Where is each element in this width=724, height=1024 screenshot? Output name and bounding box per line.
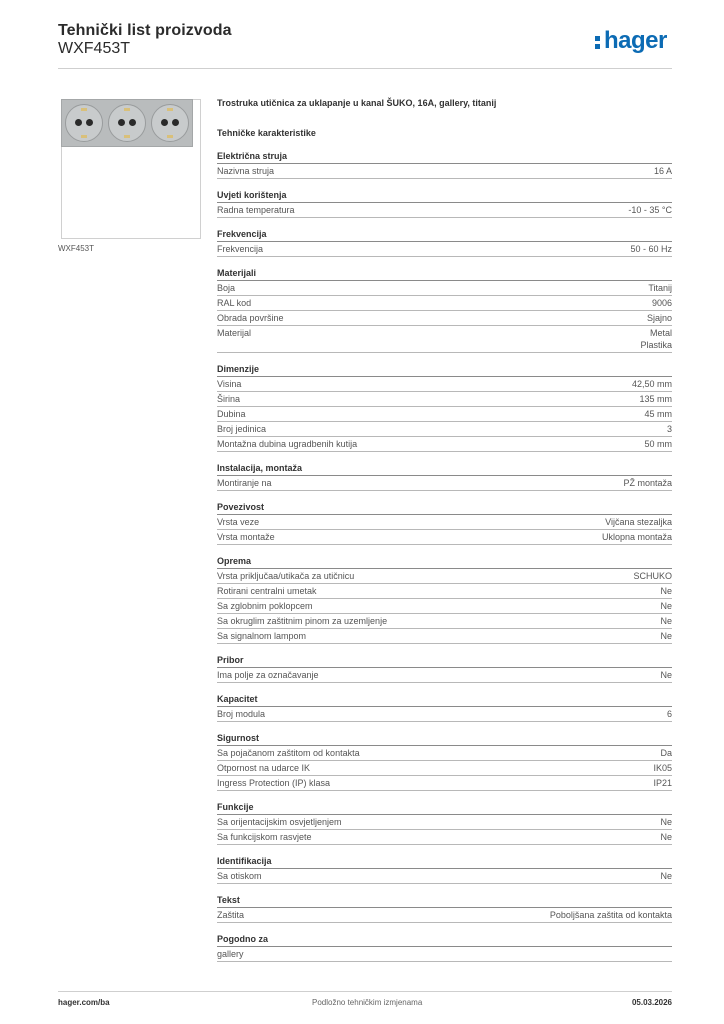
spec-value (660, 630, 672, 642)
spec-value-line: 50 mm (644, 439, 672, 449)
section-title: Električna struja (217, 149, 672, 164)
spec-row (217, 164, 672, 179)
spec-row (217, 392, 672, 407)
spec-label: Sa funkcijskom rasvjete (217, 832, 312, 842)
spec-value (660, 816, 672, 828)
spec-label: gallery (217, 949, 244, 959)
spec-label: Vrsta montaže (217, 532, 275, 542)
section-title: Povezivost (217, 500, 672, 515)
spec-row (217, 437, 672, 452)
spec-value (660, 747, 672, 759)
spec-value-line: Ne (660, 601, 672, 611)
spec-value (660, 669, 672, 681)
spec-value (644, 408, 672, 420)
spec-value-line: Ne (660, 832, 672, 842)
page-title: Tehnički list proizvoda (58, 22, 232, 39)
spec-label: Ima polje za označavanje (217, 670, 319, 680)
section-title: Oprema (217, 554, 672, 569)
spec-row (217, 530, 672, 545)
spec-label: Sa otiskom (217, 871, 262, 881)
spec-label: Montažna dubina ugradbenih kutija (217, 439, 358, 449)
spec-row (217, 311, 672, 326)
section-title: Materijali (217, 266, 672, 281)
footer-notice: Podložno tehničkim izmjenama (312, 998, 423, 1007)
spec-value (660, 870, 672, 882)
spec-label: Sa zglobnim poklopcem (217, 601, 313, 611)
spec-value (667, 708, 672, 720)
spec-row (217, 815, 672, 830)
spec-value (633, 570, 672, 582)
spec-row (217, 515, 672, 530)
hager-logo[interactable] (594, 28, 667, 54)
section-title: Pogodno za (217, 932, 672, 947)
spec-value-line: 50 - 60 Hz (630, 244, 672, 254)
product-description: Trostruka utičnica za uklapanje u kanal ŠUKO, 16A, gallery, titanij (217, 98, 497, 108)
logo-text: hager (604, 27, 667, 54)
spec-label: Sa pojačanom zaštitom od kontakta (217, 748, 360, 758)
spec-value (660, 585, 672, 597)
spec-value (667, 423, 672, 435)
spec-value-line: 135 mm (639, 394, 672, 404)
spec-row (217, 377, 672, 392)
spec-value-line: PŽ montaža (623, 478, 672, 488)
spec-value (550, 909, 672, 921)
spec-value (660, 600, 672, 612)
spec-label: Montiranje na (217, 478, 272, 488)
spec-value-line: Ne (660, 616, 672, 626)
section-title: Funkcije (217, 800, 672, 815)
socket-icon (65, 104, 103, 142)
spec-value-line: Sjajno (646, 313, 672, 323)
spec-value-line: 9006 (651, 298, 672, 308)
spec-value-line: Ne (660, 631, 672, 641)
spec-row (217, 242, 672, 257)
section-title: Uvjeti korištenja (217, 188, 672, 203)
spec-value-line: Ne (660, 817, 672, 827)
spec-row (217, 203, 672, 218)
spec-row (217, 908, 672, 923)
spec-value (653, 777, 672, 789)
spec-value-line: 42,50 mm (631, 379, 672, 389)
spec-value-line: Uklopna montaža (601, 532, 672, 542)
spec-row (217, 407, 672, 422)
section-title: Sigurnost (217, 731, 672, 746)
spec-row (217, 869, 672, 884)
spec-row (217, 614, 672, 629)
spec-label: Otpornost na udarce IK (217, 763, 311, 773)
spec-label: Nazivna struja (217, 166, 275, 176)
spec-label: Obrada površine (217, 313, 284, 323)
header-divider (58, 68, 672, 69)
spec-label: Rotirani centralni umetak (217, 586, 317, 596)
spec-row (217, 599, 672, 614)
spec-label: Ingress Protection (IP) klasa (217, 778, 331, 788)
spec-value (660, 831, 672, 843)
spec-value (628, 204, 672, 216)
spec-row (217, 476, 672, 491)
spec-value-line: -10 - 35 °C (628, 205, 672, 215)
image-caption: WXF453T (58, 244, 95, 253)
spec-row (217, 947, 672, 962)
spec-value-line: Titanij (648, 283, 672, 293)
section-title: Tekst (217, 893, 672, 908)
footer-website[interactable]: hager.com/ba (58, 998, 110, 1007)
section-title: Dimenzije (217, 362, 672, 377)
spec-sections (217, 149, 672, 962)
spec-row (217, 830, 672, 845)
spec-row (217, 422, 672, 437)
spec-sheet (217, 96, 672, 962)
spec-value (630, 243, 672, 255)
spec-value-line: Ne (660, 871, 672, 881)
spec-value-line: IP21 (653, 778, 672, 788)
section-title: Frekvencija (217, 227, 672, 242)
spec-value (640, 327, 672, 351)
spec-label: Broj jedinica (217, 424, 267, 434)
section-title: Identifikacija (217, 854, 672, 869)
spec-value (644, 438, 672, 450)
spec-value-line: Vijčana stezaljka (605, 517, 672, 527)
spec-value-line: Ne (660, 586, 672, 596)
spec-label: Širina (217, 394, 241, 404)
spec-row (217, 746, 672, 761)
spec-value-line: SCHUKO (633, 571, 672, 581)
spec-value (648, 282, 672, 294)
spec-label: Vrsta priključaa/utikača za utičnicu (217, 571, 355, 581)
spec-label: Broj modula (217, 709, 266, 719)
spec-row (217, 707, 672, 722)
spec-row (217, 668, 672, 683)
spec-row (217, 776, 672, 791)
spec-row (217, 761, 672, 776)
spec-value-line: 3 (666, 424, 672, 434)
spec-row (217, 569, 672, 584)
spec-value (660, 615, 672, 627)
spec-value-line: 6 (666, 709, 672, 719)
spec-value (605, 516, 672, 528)
spec-value-line: IK05 (653, 763, 672, 773)
spec-label: Zaštita (217, 910, 245, 920)
spec-value (654, 165, 672, 177)
footer-divider (58, 991, 672, 992)
spec-value-line: Poboljšana zaštita od kontakta (549, 910, 672, 920)
spec-heading: Tehničke karakteristike (217, 128, 316, 138)
spec-row (217, 281, 672, 296)
spec-value (647, 312, 672, 324)
spec-row (217, 296, 672, 311)
spec-label: RAL kod (217, 298, 252, 308)
spec-value-line: Metal (649, 328, 672, 338)
spec-value (653, 762, 672, 774)
socket-icon (108, 104, 146, 142)
spec-value (652, 297, 672, 309)
spec-value (639, 393, 672, 405)
spec-label: Sa orijentacijskim osvjetljenjem (217, 817, 342, 827)
spec-label: Boja (217, 283, 236, 293)
spec-label: Sa okruglim zaštitnim pinom za uzemljenje (217, 616, 388, 626)
triple-socket-image (61, 99, 193, 147)
socket-icon (151, 104, 189, 142)
section-title: Instalacija, montaža (217, 461, 672, 476)
spec-label: Visina (217, 379, 242, 389)
spec-label: Radna temperatura (217, 205, 295, 215)
spec-label: Sa signalnom lampom (217, 631, 307, 641)
spec-row (217, 584, 672, 599)
section-title: Pribor (217, 653, 672, 668)
spec-row (217, 629, 672, 644)
spec-value-line: Ne (660, 670, 672, 680)
spec-row (217, 326, 672, 353)
spec-label: Vrsta veze (217, 517, 260, 527)
spec-label: Frekvencija (217, 244, 264, 254)
spec-value (623, 477, 672, 489)
spec-value-line: 45 mm (644, 409, 672, 419)
spec-label: Dubina (217, 409, 246, 419)
logo-dots-icon (594, 33, 603, 51)
product-code: WXF453T (58, 40, 131, 57)
spec-label: Materijal (217, 328, 252, 338)
spec-value (632, 378, 672, 390)
footer-date: 05.03.2026 (631, 998, 672, 1007)
spec-value-line: Da (660, 748, 672, 758)
spec-value-line: 16 A (653, 166, 672, 176)
spec-value (602, 531, 672, 543)
section-title: Kapacitet (217, 692, 672, 707)
spec-value-line: Plastika (640, 340, 672, 350)
